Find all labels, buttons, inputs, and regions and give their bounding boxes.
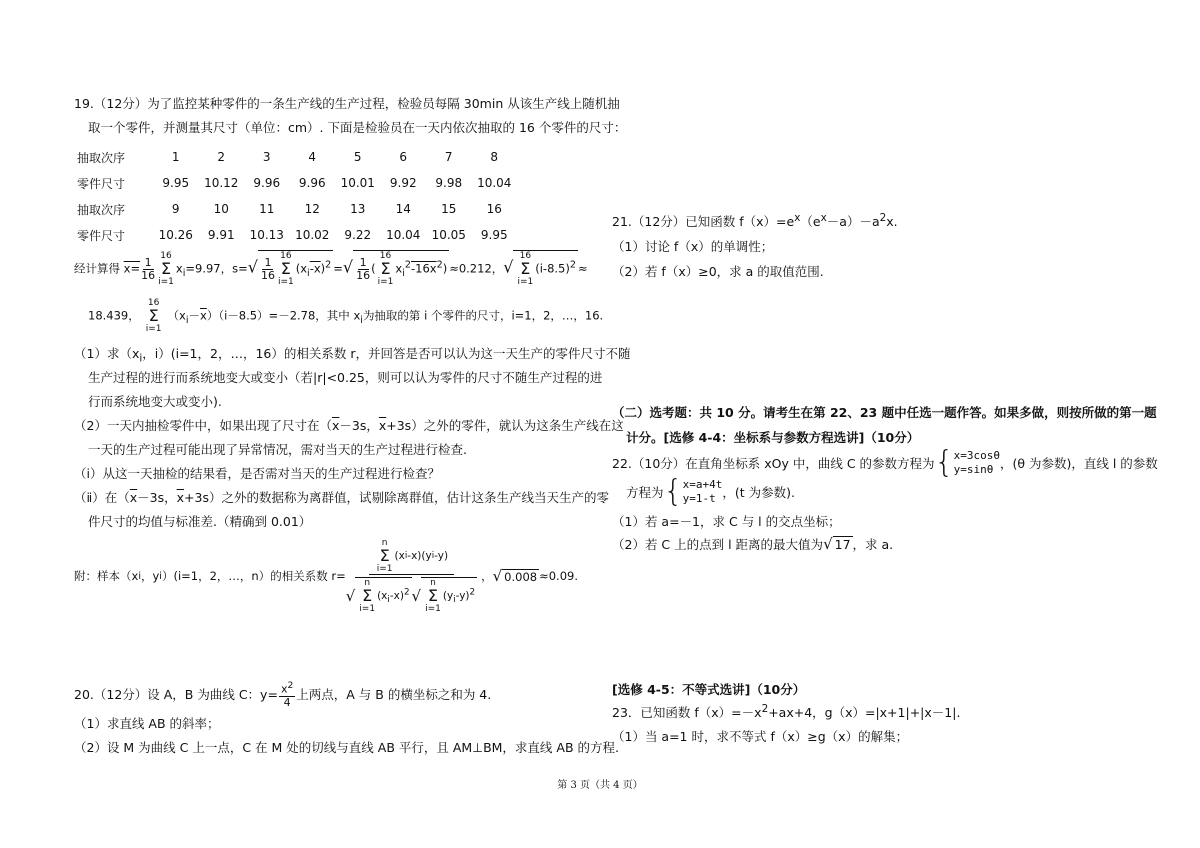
table-row — [77, 196, 517, 222]
text: +ax+4，g（x）=|x+1|+|x－1|. — [768, 705, 961, 721]
xbar: $\overline{x}$ — [129, 490, 138, 505]
note-sqrt-value: 0.008 — [504, 569, 538, 584]
text: -x) — [389, 590, 404, 602]
q19-part2-ii-line2: 件尺寸的均值与标准差.（精确到 0.01） — [88, 514, 312, 529]
q23-line1 — [612, 703, 960, 721]
calc-s-mid: -x — [309, 261, 321, 276]
table-cell: 10 — [213, 202, 229, 216]
calc2-value: 18.439， — [88, 308, 140, 323]
table-cell: 12 — [304, 202, 320, 216]
table-row-label: 抽取次序 — [77, 202, 126, 217]
table-cell: 9.95 — [162, 176, 190, 190]
calc-i-pow: 2 — [569, 259, 576, 271]
q19-line2: 取一个零件，并测量其尺寸（单位：cm）. 下面是检验员在一天内依次抽取的 16 个零件的尺寸： — [88, 120, 627, 135]
correlation-fraction — [346, 538, 477, 614]
calc-xi: x — [175, 261, 183, 276]
table-cell: 7 — [444, 150, 453, 164]
fraction-numerator: 1 — [144, 255, 152, 269]
q19-data-table — [77, 144, 517, 248]
fraction-numerator: 1 — [264, 255, 272, 269]
sum-lower: i=1 — [377, 277, 394, 287]
table-cell: 10.04 — [386, 228, 421, 242]
param-eq-row: y=1-t — [682, 492, 716, 505]
q21-part2: （2）若 f（x）≥0，求 a 的取值范围. — [612, 264, 824, 279]
param-eq-row: y=sinθ — [953, 463, 994, 476]
sum-upper: n — [430, 578, 436, 588]
sum-lower: i=1 — [517, 277, 534, 287]
q19-part1-line1 — [74, 344, 631, 365]
calc-eq: = — [333, 261, 343, 276]
calc-xbar: x= — [123, 261, 141, 276]
table-cell: 6 — [399, 150, 408, 164]
calc-s2-sqrt: $\frac{1}{16}$ ( 16 Σ i=1 $x_i^2-16x^2$) — [353, 250, 449, 287]
table-row — [77, 144, 517, 170]
text: （2）若 C 上的点到 l 距离的最大值为 — [612, 537, 824, 552]
fraction-denominator: 16 — [356, 268, 371, 282]
text: （ⅱ）在（ — [74, 490, 130, 505]
text: －3s， — [137, 490, 177, 505]
q19-part1-line3: 行而系统地变大或变小). — [88, 394, 222, 409]
text: (x — [394, 550, 405, 562]
calc-mean-value: =9.97，s= — [185, 261, 248, 276]
text: ）(i=1，2，…，n）的相关系数 r= — [161, 569, 346, 583]
table-cell: 9.22 — [344, 228, 372, 242]
text: 23．已知函数 f（x）=－x — [612, 705, 762, 721]
param-eq-brace: { x=3cosθ y=sinθ — [934, 445, 1000, 480]
calc-s2-mid: -16x — [411, 261, 437, 276]
fraction-denominator: 16 — [141, 268, 156, 282]
table-cell: 13 — [350, 202, 366, 216]
text: ，求 a. — [852, 537, 894, 552]
page-footer: 第 3 页（共 4 页） — [557, 780, 643, 791]
sum-upper: 16 — [280, 251, 292, 261]
calc-s-pow: 2 — [325, 259, 332, 271]
calc2-sub: i — [360, 314, 363, 326]
sum-upper: 16 — [519, 251, 532, 261]
calc2-tail: 为抽取的第 i 个零件的尺寸，i=1，2，…，16. — [362, 308, 604, 323]
table-cell: 10.02 — [295, 228, 330, 242]
q19-line1: 19.（12分）为了监控某种零件的一条生产线的生产过程，检验员每隔 30min 从该生产线上随机抽 — [74, 96, 620, 111]
calc-i-sqrt: 16 Σ i=1 $(i-8.5)^2$ — [513, 250, 578, 287]
table-row — [77, 170, 517, 196]
table-row-label: 抽取次序 — [77, 150, 126, 165]
text: 方程为 — [626, 485, 664, 500]
correlation-denominator: √ n Σ i=1 $(x_i-x)^2$ √ n Σ i=1 $(y_i-y)^2$ — [345, 578, 476, 614]
calc-s-inner: (x — [295, 261, 308, 276]
calc-prefix: 经计算得 — [74, 261, 120, 276]
table-row-label: 零件尺寸 — [77, 228, 126, 243]
text: －a）－a — [826, 214, 880, 230]
section-2-line2: 计分。[选修 4-4：坐标系与参数方程选讲]（10分） — [626, 430, 920, 445]
calc-fraction — [141, 257, 155, 282]
q19-part2-ii-line1 — [74, 488, 609, 506]
calc-s2-open: ( — [371, 261, 376, 276]
q19-note: 附：样本（x i ，y i ）(i=1，2，…，n）的相关系数 r= n Σ i=1 (x i -x)(y i -y) √ n Σ i=1 $(x_i-x)^2$ √ n Σ i=1 $(y_i-y)^2$ ， √ 0.008 ≈0.09. — [74, 538, 579, 614]
q21-line1 — [612, 212, 898, 230]
text: ，(t 为参数). — [722, 485, 795, 500]
table-cell: 10.26 — [158, 228, 193, 242]
table-cell: 9.96 — [298, 176, 326, 190]
table-cell: 9.92 — [389, 176, 417, 190]
note-end: ≈0.09. — [539, 569, 579, 583]
text: +3s）之外的零件，就认为这条生产线在这 — [386, 418, 624, 433]
sum-upper: 16 — [160, 251, 172, 261]
table-cell: 10.13 — [249, 228, 284, 242]
table-cell: 11 — [259, 202, 275, 216]
text: 上两点，A 与 B 的横坐标之和为 4. — [296, 687, 492, 703]
text: （e — [800, 214, 821, 230]
table-cell: 9.91 — [207, 228, 235, 242]
text: -y) — [455, 590, 470, 602]
subscript: i — [139, 352, 143, 365]
fraction-denominator: 4 — [283, 695, 291, 709]
calc-s-sqrt: $\frac{1}{16}$ 16 Σ i=1 $(x_i-x)^2$ — [258, 250, 333, 287]
table-cell: 9 — [171, 202, 180, 216]
q20-line1 — [74, 680, 491, 709]
q22-line1 — [612, 445, 1158, 480]
calc-xi-sub: i — [182, 267, 186, 279]
table-row-label: 零件尺寸 — [77, 176, 126, 191]
table-cell: 5 — [353, 150, 362, 164]
sum-upper: n — [381, 538, 388, 548]
q22-part1: （1）若 a=－1，求 C 与 l 的交点坐标； — [612, 514, 841, 529]
q23-header: [选修 4-5：不等式选讲]（10分） — [612, 682, 806, 697]
param-eq-row: x=a+4t — [682, 478, 723, 491]
calc-s-end: ) — [320, 261, 326, 276]
param-eq-brace: { x=a+4t y=1-t — [663, 474, 723, 509]
q21-part1: （1）讨论 f（x）的单调性； — [612, 239, 774, 254]
calc2-rest: ）（i－8.5）=－2.78，其中 x — [206, 308, 361, 323]
sum-lower: i=1 — [158, 277, 174, 287]
calc2-xbar: $\overline{x}$ — [200, 308, 207, 323]
fraction-numerator: x — [280, 682, 288, 696]
superscript: x — [794, 212, 801, 224]
fraction-denominator: 16 — [260, 268, 275, 282]
sum-lower: i=1 — [145, 324, 162, 334]
calc2-mid: － — [188, 308, 201, 323]
table-cell: 14 — [395, 202, 411, 216]
section-2-line1: （二）选考题：共 10 分。请考生在第 22、23 题中任选一题作答。如果多做，则按所做的第一题 — [612, 405, 1157, 420]
calc-s2-end: ) — [442, 261, 448, 276]
xbar: $\overline{x}$ — [378, 418, 387, 433]
table-cell: 10.04 — [477, 176, 512, 190]
calc-s2-x: x — [395, 261, 403, 276]
table-cell: 8 — [490, 150, 499, 164]
table-cell: 1 — [171, 150, 180, 164]
sum-upper: 16 — [379, 251, 392, 261]
table-cell: 15 — [441, 202, 457, 216]
text: +3s）之外的数据称为离群值，试剔除离群值，估计这条生产线当天生产的零 — [184, 490, 609, 505]
table-cell: 10.01 — [340, 176, 375, 190]
q19-part2-i: （ⅰ）从这一天抽检的结果看，是否需对当天的生产过程进行检查？ — [74, 466, 440, 481]
q22-part2: （2）若 C 上的点到 l 距离的最大值为√ 17 ，求 a. — [612, 535, 894, 553]
text: －3s， — [339, 418, 379, 433]
table-cell: 2 — [217, 150, 226, 164]
correlation-numerator: n Σ i=1 (x i -x)(y i -y) — [369, 538, 454, 575]
q19-calc-line2: 18.439， 16 Σ i=1 $(x_i-\overline{x})(i-8.5)=-2.78$，其中 $x_i$为抽取的第 i 个零件的尺寸，i=1，2，…，16. — [88, 298, 604, 334]
calc-i-expr: (i-8.5) — [535, 261, 570, 276]
text: -y) — [434, 550, 449, 562]
table-cell: 10.05 — [431, 228, 466, 242]
sum-upper: 16 — [147, 298, 160, 308]
sum-symbol: 16 Σ i=1 — [158, 251, 174, 287]
calc-s-value: ≈0.212， — [449, 261, 504, 276]
sum-lower: i=1 — [425, 604, 441, 614]
q20-part1: （1）求直线 AB 的斜率； — [74, 716, 220, 731]
text: x. — [886, 214, 898, 230]
text: （1）求（x — [74, 346, 140, 361]
q20-fraction — [279, 680, 295, 709]
table-cell: 16 — [486, 202, 502, 216]
superscript: 2 — [879, 212, 887, 224]
q20-part2: （2）设 M 为曲线 C 上一点，C 在 M 处的切线与直线 AB 平行，且 AM⊥BM，求直线 AB 的方程. — [74, 740, 619, 755]
table-cell: 3 — [262, 150, 271, 164]
superscript: x — [820, 212, 827, 224]
table-cell: 9.96 — [253, 176, 281, 190]
sqrt-value: 17 — [834, 537, 851, 552]
table-row — [77, 222, 517, 248]
text: ，(θ 为参数)，直线 l 的参数 — [1000, 456, 1158, 471]
table-cell: 9.95 — [480, 228, 508, 242]
param-eq-row: x=3cosθ — [953, 449, 1000, 462]
subscript: i — [138, 570, 141, 582]
calc-approx: ≈ — [577, 261, 588, 276]
text: ，i）(i=1，2，…，16）的相关系数 r，并回答是否可以认为这一天生产的零件尺寸不随 — [142, 346, 631, 361]
text: 22.（10分）在直角坐标系 xOy 中，曲线 C 的参数方程为 — [612, 456, 935, 471]
calc2-expr: （x — [167, 308, 186, 323]
text: （2）一天内抽检零件中，如果出现了尺寸在（ — [74, 418, 332, 433]
xbar: $\overline{x}$ — [176, 490, 185, 505]
q23-part1: （1）当 a=1 时，求不等式 f（x）≥g（x）的解集； — [612, 729, 909, 744]
text: (y — [442, 590, 454, 602]
fraction-power: 2 — [287, 680, 294, 691]
subscript: i — [159, 570, 162, 582]
sum-lower: i=1 — [376, 564, 393, 574]
table-cell: 4 — [308, 150, 317, 164]
q19-part2-line1 — [74, 416, 624, 434]
text: 21.（12分）已知函数 f（x）=e — [612, 214, 795, 230]
text: ，y — [140, 569, 160, 583]
fraction-numerator: 1 — [359, 255, 367, 269]
sum-lower: i=1 — [359, 604, 376, 614]
text: -x)(y — [407, 550, 432, 562]
q19-part2-line2: 一天的生产过程可能出现了异常情况，需对当天的生产过程进行检查. — [88, 442, 467, 457]
text: 20.（12分）设 A，B 为曲线 C：y= — [74, 687, 278, 703]
sum-lower: i=1 — [277, 277, 294, 287]
text: 附：样本（x — [74, 569, 139, 583]
sum-upper: n — [364, 578, 371, 588]
table-cell: 9.98 — [435, 176, 463, 190]
text: (x — [377, 590, 388, 602]
xbar: $\overline{x}$ — [331, 418, 340, 433]
q22-line2 — [626, 474, 795, 509]
q19-part1-line2: 生产过程的进行而系统地变大或变小（若|r|<0.25，则可以认为零件的尺寸不随生产过程的进 — [88, 370, 603, 385]
superscript: 2 — [761, 703, 769, 715]
q19-calc-line: 经计算得 x= $\frac{1}{16}$ 16 Σ i=1 $x_i=9.97$，s=√ $\frac{1}{16}$ 16 Σ i=1 $(x_i-x)^2$ =√ $\frac{1}{16}$ ( 16 Σ i=1 $x_i^2-16x^2) \approx 0.212$，√ 16 Σ i=1 $(i-8.5)^2$ ≈ — [74, 251, 588, 287]
table-cell: 10.12 — [204, 176, 239, 190]
